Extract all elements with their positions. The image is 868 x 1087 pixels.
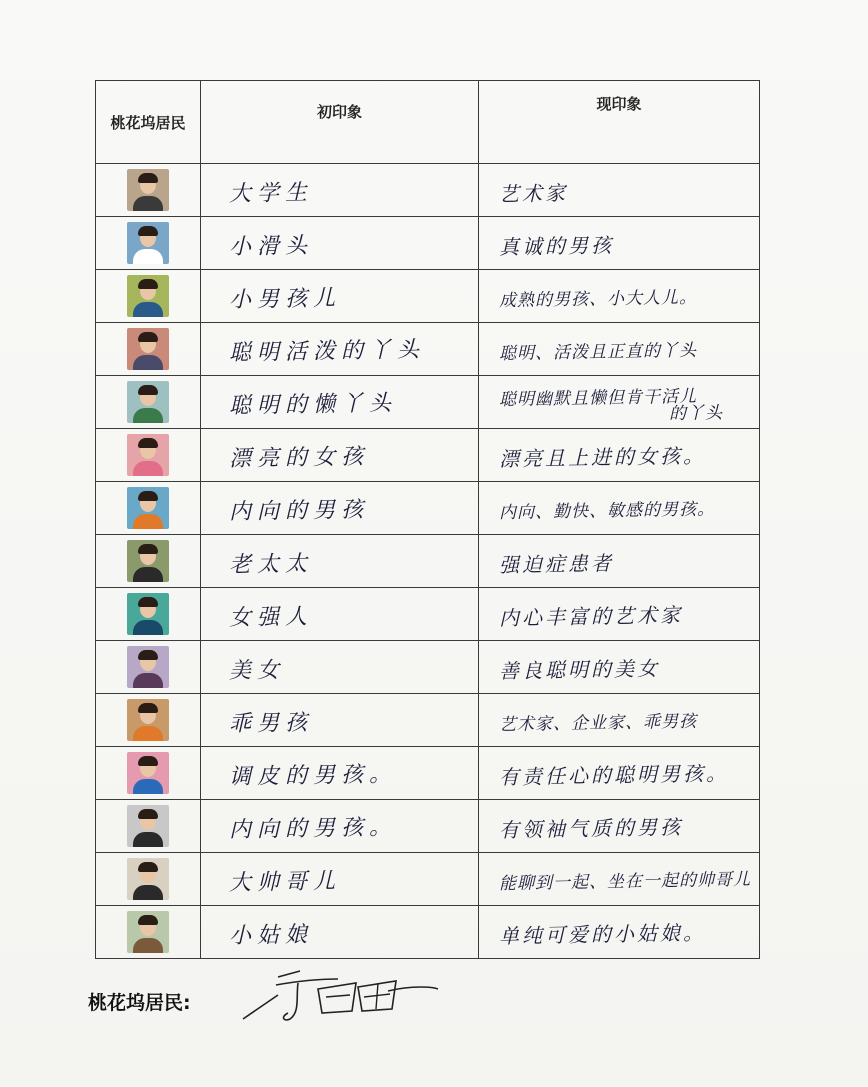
current-impression-cell xyxy=(479,641,760,694)
resident-avatar xyxy=(127,381,169,423)
current-impression-cell xyxy=(479,164,760,217)
impression-table xyxy=(95,80,760,959)
current-impression-text: 内心丰富的艺术家 xyxy=(498,602,684,630)
resident-photo-cell xyxy=(96,588,201,641)
first-impression-text: 小滑头 xyxy=(228,232,314,260)
first-impression-cell xyxy=(201,164,479,217)
resident-avatar xyxy=(127,487,169,529)
first-impression-cell xyxy=(201,853,479,906)
table-row xyxy=(96,641,760,694)
table-row xyxy=(96,747,760,800)
first-impression-cell xyxy=(201,906,479,959)
first-impression-text: 内向的男孩 xyxy=(228,496,370,525)
first-impression-cell xyxy=(201,747,479,800)
current-impression-text: 聪明幽默且懒但肯干活儿 xyxy=(498,386,698,410)
current-impression-text: 善良聪明的美女 xyxy=(498,655,661,683)
resident-photo-cell xyxy=(96,429,201,482)
resident-avatar xyxy=(127,752,169,794)
table-row xyxy=(96,270,760,323)
resident-avatar xyxy=(127,222,169,264)
resident-photo-cell xyxy=(96,853,201,906)
first-impression-cell xyxy=(201,641,479,694)
current-impression-cell xyxy=(479,906,760,959)
resident-photo-cell xyxy=(96,164,201,217)
first-impression-text: 大学生 xyxy=(228,179,314,207)
resident-avatar xyxy=(127,169,169,211)
current-impression-cell xyxy=(479,588,760,641)
first-impression-text: 女强人 xyxy=(228,603,314,631)
table-row xyxy=(96,323,760,376)
resident-photo-cell xyxy=(96,747,201,800)
current-impression-cell xyxy=(479,482,760,535)
table-row xyxy=(96,164,760,217)
resident-photo-cell xyxy=(96,217,201,270)
table-body xyxy=(96,164,760,959)
first-impression-cell xyxy=(201,482,479,535)
table-row xyxy=(96,906,760,959)
table-row xyxy=(96,800,760,853)
current-impression-text: 有责任心的聪明男孩。 xyxy=(498,760,730,789)
current-impression-cell xyxy=(479,217,760,270)
header-resident: 桃花坞居民 xyxy=(96,81,201,164)
current-impression-continuation: 的丫头 xyxy=(668,402,724,424)
current-impression-cell xyxy=(479,376,760,429)
table-row xyxy=(96,588,760,641)
header-first-impression: 初印象 xyxy=(201,81,479,164)
current-impression-text: 艺术家、企业家、乖男孩 xyxy=(498,711,698,735)
resident-avatar xyxy=(127,858,169,900)
first-impression-cell xyxy=(201,588,479,641)
resident-avatar xyxy=(127,911,169,953)
table-row xyxy=(96,376,760,429)
first-impression-cell xyxy=(201,376,479,429)
resident-photo-cell xyxy=(96,270,201,323)
current-impression-cell xyxy=(479,429,760,482)
current-impression-text: 艺术家 xyxy=(498,180,569,206)
current-impression-text: 单纯可爱的小姑娘。 xyxy=(498,919,707,948)
current-impression-text: 能聊到一起、坐在一起的帅哥儿 xyxy=(498,869,752,894)
first-impression-text: 调皮的男孩。 xyxy=(228,761,398,790)
first-impression-cell xyxy=(201,429,479,482)
signature-area xyxy=(88,985,488,1035)
first-impression-cell xyxy=(201,270,479,323)
first-impression-text: 聪明活泼的丫头 xyxy=(228,337,426,366)
resident-avatar xyxy=(127,540,169,582)
signature-scribble xyxy=(238,967,468,1027)
current-impression-text: 成熟的男孩、小大人儿。 xyxy=(498,287,698,311)
resident-photo-cell xyxy=(96,482,201,535)
current-impression-text: 聪明、活泼且正直的丫头 xyxy=(498,340,698,364)
current-impression-cell xyxy=(479,694,760,747)
header-current-impression: 现印象 xyxy=(479,81,760,164)
resident-photo-cell xyxy=(96,800,201,853)
first-impression-cell xyxy=(201,800,479,853)
current-impression-cell xyxy=(479,747,760,800)
first-impression-cell xyxy=(201,323,479,376)
first-impression-text: 美女 xyxy=(228,657,286,684)
table-row xyxy=(96,694,760,747)
table-row xyxy=(96,535,760,588)
current-impression-cell xyxy=(479,535,760,588)
table-row xyxy=(96,217,760,270)
first-impression-text: 乖男孩 xyxy=(228,709,314,737)
first-impression-text: 聪明的懒丫头 xyxy=(228,390,398,419)
signature-label: 桃花坞居民: xyxy=(88,992,191,1014)
first-impression-text: 大帅哥儿 xyxy=(228,868,342,896)
current-impression-cell xyxy=(479,323,760,376)
resident-photo-cell xyxy=(96,694,201,747)
resident-avatar xyxy=(127,699,169,741)
current-impression-cell xyxy=(479,853,760,906)
current-impression-text: 漂亮且上进的女孩。 xyxy=(498,442,707,471)
table-row xyxy=(96,482,760,535)
resident-avatar xyxy=(127,805,169,847)
first-impression-cell xyxy=(201,694,479,747)
current-impression-cell xyxy=(479,270,760,323)
current-impression-text: 内向、勤快、敏感的男孩。 xyxy=(498,498,716,523)
first-impression-text: 小姑娘 xyxy=(228,921,314,949)
resident-avatar xyxy=(127,593,169,635)
first-impression-text: 小男孩儿 xyxy=(228,285,342,313)
first-impression-cell xyxy=(201,217,479,270)
current-impression-text: 有领袖气质的男孩 xyxy=(498,814,684,842)
current-impression-text: 强迫症患者 xyxy=(498,550,615,577)
resident-photo-cell xyxy=(96,906,201,959)
resident-avatar xyxy=(127,434,169,476)
first-impression-cell xyxy=(201,535,479,588)
resident-photo-cell xyxy=(96,535,201,588)
current-impression-cell xyxy=(479,800,760,853)
table-row xyxy=(96,853,760,906)
current-impression-text: 真诚的男孩 xyxy=(498,232,615,259)
resident-avatar xyxy=(127,275,169,317)
first-impression-text: 漂亮的女孩 xyxy=(228,443,370,472)
resident-avatar xyxy=(127,646,169,688)
first-impression-text: 内向的男孩。 xyxy=(228,814,398,843)
resident-photo-cell xyxy=(96,376,201,429)
resident-avatar xyxy=(127,328,169,370)
first-impression-text: 老太太 xyxy=(228,550,314,578)
table-header-row xyxy=(96,81,760,164)
resident-photo-cell xyxy=(96,323,201,376)
resident-photo-cell xyxy=(96,641,201,694)
table-row xyxy=(96,429,760,482)
